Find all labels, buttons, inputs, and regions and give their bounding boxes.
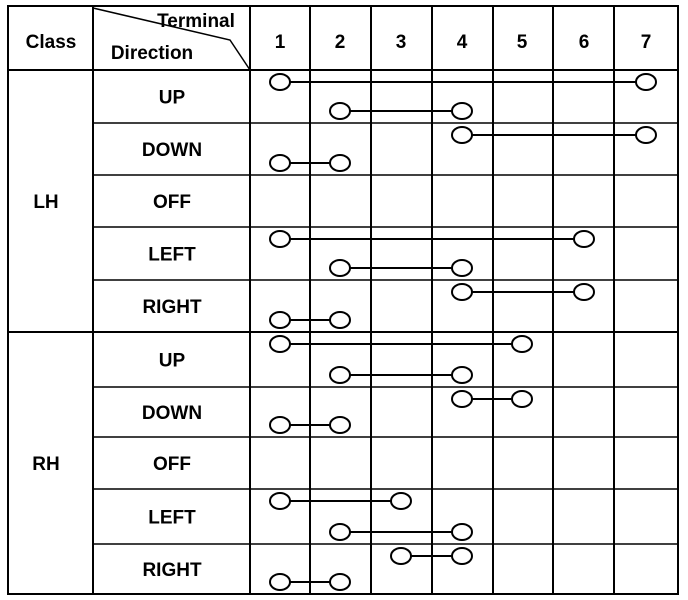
direction-label: UP xyxy=(158,87,186,109)
terminal-number-7: 7 xyxy=(640,32,652,53)
direction-label: OFF xyxy=(153,454,191,475)
terminal-number-6: 6 xyxy=(578,32,590,53)
class-label-lh: LH xyxy=(33,192,59,213)
terminal-node xyxy=(452,284,472,300)
direction-label: RIGHT xyxy=(142,560,202,581)
terminal-node xyxy=(636,127,656,143)
terminal-number-3: 3 xyxy=(395,32,407,53)
terminal-node xyxy=(452,524,472,540)
terminal-node xyxy=(330,367,350,383)
connection xyxy=(330,260,472,276)
direction-header: Direction xyxy=(110,43,194,64)
terminal-node xyxy=(636,74,656,90)
terminal-node xyxy=(452,548,472,564)
terminal-node xyxy=(270,417,290,433)
terminal-node xyxy=(270,155,290,171)
terminal-node xyxy=(452,127,472,143)
terminal-node xyxy=(452,367,472,383)
terminal-header: Terminal xyxy=(157,11,235,32)
direction-label: DOWN xyxy=(141,403,203,424)
terminal-node xyxy=(574,231,594,247)
terminal-number-4: 4 xyxy=(456,32,468,53)
table-border xyxy=(8,6,678,594)
class-header: Class xyxy=(25,32,77,53)
terminal-node xyxy=(452,391,472,407)
direction-label: DOWN xyxy=(141,140,203,161)
terminal-node xyxy=(270,231,290,247)
terminal-node xyxy=(391,548,411,564)
connection xyxy=(270,74,656,90)
direction-label: RIGHT xyxy=(142,297,202,318)
terminal-node xyxy=(452,103,472,119)
terminal-node xyxy=(512,336,532,352)
direction-label: LEFT xyxy=(148,244,196,266)
terminal-node xyxy=(330,524,350,540)
connection xyxy=(330,103,472,119)
terminal-node xyxy=(270,493,290,509)
terminal-node xyxy=(330,260,350,276)
terminal-number-5: 5 xyxy=(516,32,528,53)
terminal-node xyxy=(452,260,472,276)
terminal-node xyxy=(270,574,290,590)
terminal-node xyxy=(574,284,594,300)
terminal-node xyxy=(330,155,350,171)
connection xyxy=(330,524,472,540)
terminal-node xyxy=(270,74,290,90)
direction-label: OFF xyxy=(153,192,191,213)
terminal-node xyxy=(512,391,532,407)
terminal-node xyxy=(391,493,411,509)
terminal-node xyxy=(330,312,350,328)
terminal-node xyxy=(270,336,290,352)
connections-layer xyxy=(32,32,656,590)
terminal-node xyxy=(330,574,350,590)
terminal-number-2: 2 xyxy=(334,32,346,53)
class-label-rh: RH xyxy=(32,454,60,475)
connection xyxy=(330,367,472,383)
terminal-node xyxy=(330,103,350,119)
terminal-node xyxy=(270,312,290,328)
terminal-node xyxy=(330,417,350,433)
direction-label: UP xyxy=(158,350,186,372)
connection xyxy=(452,284,594,300)
terminal-number-1: 1 xyxy=(274,32,286,53)
direction-label: LEFT xyxy=(148,507,196,529)
connection xyxy=(270,493,411,509)
